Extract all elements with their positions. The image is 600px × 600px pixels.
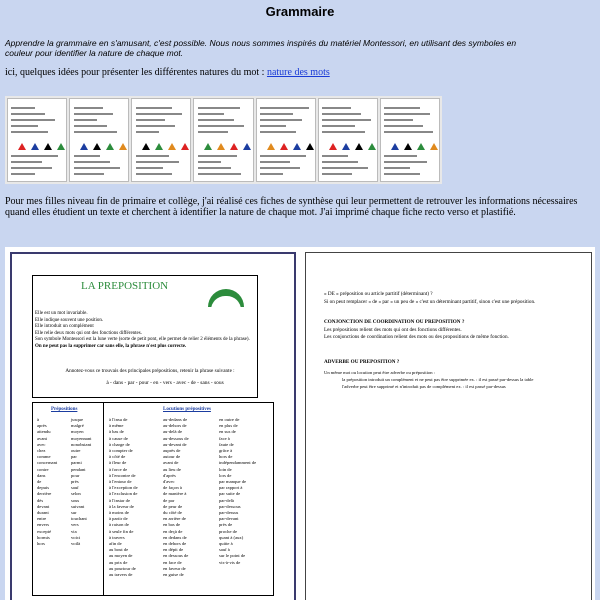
triangle-symbol-icon bbox=[404, 143, 412, 150]
rule-line: la préposition introduit un complément et ne peut pas être supprimée ex. : il est passé par-dessus la table bbox=[342, 377, 534, 382]
intro-text: Apprendre la grammaire en s'amusant, c'est possible. Nous nous sommes inspirés du matériel Montessori, en utilisant des symboles en couleur pour identifier la nature de chaque mot. bbox=[5, 38, 517, 58]
preposition-rules-sheet bbox=[305, 252, 592, 600]
thumbnail-text-line bbox=[74, 125, 107, 127]
def-line: On ne peut pas la supprimer car sans elle, la phrase n'est plus correcte. bbox=[35, 343, 187, 349]
thumbnail-text-line bbox=[384, 113, 429, 115]
thumbnail-3[interactable] bbox=[131, 98, 191, 182]
thumbnail-text-line bbox=[11, 173, 35, 175]
triangle-symbol-icon bbox=[368, 143, 376, 150]
thumbnail-text-line bbox=[74, 119, 97, 121]
thumbnail-text-line bbox=[384, 161, 426, 163]
thumbnail-text-line bbox=[74, 167, 121, 169]
thumbnail-text-line bbox=[384, 125, 423, 127]
table-column: au-dedans de au-dehors de au-delà de au-dessous de au-devant de auprès de autour de avant de au lieu de d'après d'avec de façon à de manière à de par de peur de du côté de en arrière de en bas de en deçà de en dedans de en dehors de en dépit de en dessous de en face de en faveur de en guise de bbox=[163, 417, 189, 578]
triangle-symbol-icon bbox=[18, 143, 26, 150]
preposition-title: LA PREPOSITION bbox=[81, 280, 169, 292]
ideas-prefix: ici, quelques idées pour présenter les différentes natures du mot : bbox=[5, 67, 267, 78]
rule-line: Les conjonctions de coordination relient des mots ou des propositions de même fonction. bbox=[324, 334, 509, 340]
preposition-list: à - dans - par - pour - en - vers - avec - de - sans - sous bbox=[106, 380, 224, 386]
triangle-symbol-icon bbox=[342, 143, 350, 150]
thumbnail-text-line bbox=[11, 125, 38, 127]
thumbnail-text-line bbox=[260, 113, 293, 115]
thumbnail-text-line bbox=[198, 119, 234, 121]
thumbnail-text-line bbox=[260, 107, 309, 109]
thumbnail-text-line bbox=[260, 161, 290, 163]
rule-line: Un même mot ou locution peut être adverbe ou préposition : bbox=[324, 370, 435, 375]
triangle-symbol-icon bbox=[155, 143, 163, 150]
thumbnail-7[interactable] bbox=[380, 98, 440, 182]
triangle-symbol-icon bbox=[355, 143, 363, 150]
thumbnail-text-line bbox=[260, 167, 300, 169]
rule-line: l'adverbe peut être supprimé et n'introduit pas de complément ex. : il est passé par-dessus bbox=[342, 384, 506, 389]
thumbnail-text-line bbox=[11, 107, 34, 109]
thumbnail-text-line bbox=[198, 161, 221, 163]
thumbnail-text-line bbox=[322, 173, 352, 175]
thumbnail-4[interactable] bbox=[193, 98, 253, 182]
thumbnail-text-line bbox=[136, 125, 176, 127]
thumbnail-text-line bbox=[322, 131, 364, 133]
triangle-symbol-icon bbox=[329, 143, 337, 150]
thumbnail-text-line bbox=[198, 125, 244, 127]
thumbnail-text-line bbox=[260, 125, 286, 127]
description-line-1: Pour mes filles niveau fin de primaire et collège, j'ai réalisé ces fiches de synthèse qui leur permettent de retrouver les informations nécessaires bbox=[5, 196, 578, 207]
triangle-symbol-icon bbox=[430, 143, 438, 150]
triangle-symbol-icon bbox=[44, 143, 52, 150]
thumbnail-2[interactable] bbox=[69, 98, 129, 182]
rule-line: Les prépositions relient des mots qui ont des fonctions différentes. bbox=[324, 327, 462, 333]
thumbnail-text-line bbox=[384, 131, 433, 133]
def-line: Elle relie deux mots qui ont des fonctions différentes. bbox=[35, 330, 142, 336]
thumbnail-text-line bbox=[198, 107, 240, 109]
thumbnail-text-line bbox=[384, 155, 417, 157]
thumbnail-text-line bbox=[384, 173, 420, 175]
preposition-definition-box bbox=[32, 275, 258, 398]
thumbnail-text-line bbox=[136, 113, 182, 115]
thumbnail-text-line bbox=[11, 167, 51, 169]
triangle-symbol-icon bbox=[204, 143, 212, 150]
thumbnail-text-line bbox=[322, 107, 351, 109]
thumbnail-text-line bbox=[74, 113, 114, 115]
thumbnail-strip bbox=[5, 96, 442, 184]
triangle-symbol-icon bbox=[280, 143, 288, 150]
page-title: Grammaire bbox=[265, 4, 335, 19]
table-column: à l'insu de à même à bas de à cause de à charge de à compter de à côté de à fleur de à force de à l'encontre de à l'entour de à l'exception de à l'exclusion de à l'instar de à la faveur de à moins de à partir de à raison de à seule fin de à travers afin de au bout de au moyen de au prix de au pourtour de au travers de bbox=[109, 417, 138, 578]
thumbnail-text-line bbox=[260, 173, 283, 175]
thumbnail-text-line bbox=[11, 131, 48, 133]
rule-line: Si on peut remplacer « de » par « un peu de » c'est un déterminant partitif, sinon c'est une préposition. bbox=[324, 299, 536, 305]
triangle-symbol-icon bbox=[293, 143, 301, 150]
thumbnail-text-line bbox=[136, 119, 166, 121]
thumbnail-text-line bbox=[198, 131, 228, 133]
thumbnail-text-line bbox=[322, 125, 355, 127]
description-paragraph bbox=[5, 196, 595, 218]
thumbnail-text-line bbox=[260, 155, 306, 157]
def-line: Son symbole Montessori est la lune verte (sorte de petit pont, elle permet de relier 2 éléments de la phrase). bbox=[35, 337, 250, 343]
ideas-line bbox=[5, 67, 330, 78]
thumbnail-text-line bbox=[74, 131, 117, 133]
thumbnail-text-line bbox=[198, 167, 231, 169]
thumbnail-text-line bbox=[11, 119, 54, 121]
thumbnail-text-line bbox=[136, 155, 169, 157]
thumbnail-text-line bbox=[198, 155, 238, 157]
thumbnail-text-line bbox=[74, 155, 101, 157]
thumbnail-text-line bbox=[384, 167, 410, 169]
def-line: Elle introduit un complément bbox=[35, 324, 94, 330]
nature-des-mots-link[interactable]: nature des mots bbox=[266, 67, 330, 78]
main-image-area bbox=[5, 247, 595, 600]
triangle-symbol-icon bbox=[181, 143, 189, 150]
thumbnail-text-line bbox=[136, 161, 179, 163]
thumbnail-text-line bbox=[260, 131, 296, 133]
preposition-sheet bbox=[10, 252, 296, 600]
thumbnail-text-line bbox=[198, 173, 241, 175]
preposition-table bbox=[32, 402, 274, 596]
triangle-symbol-icon bbox=[142, 143, 150, 150]
thumbnail-text-line bbox=[136, 167, 163, 169]
triangle-symbol-icon bbox=[57, 143, 65, 150]
triangle-symbol-icon bbox=[80, 143, 88, 150]
thumbnail-text-line bbox=[136, 107, 172, 109]
thumbnail-text-line bbox=[384, 107, 419, 109]
thumbnail-text-line bbox=[74, 173, 104, 175]
description-line-2: quand elles étudient un texte et cherchent à identifier la nature de chaque mot. J'ai imprimé chaque fiche recto verso et plastifié. bbox=[5, 207, 516, 218]
triangle-symbol-icon bbox=[391, 143, 399, 150]
triangle-symbol-icon bbox=[31, 143, 39, 150]
thumbnail-text-line bbox=[384, 119, 413, 121]
triangle-symbol-icon bbox=[417, 143, 425, 150]
triangle-symbol-icon bbox=[243, 143, 251, 150]
def-line: Elle est un mot invariable. bbox=[35, 311, 88, 316]
thumbnail-text-line bbox=[74, 107, 104, 109]
thumbnail-text-line bbox=[136, 131, 159, 133]
thumbnail-5[interactable] bbox=[256, 98, 316, 182]
table-header-prepositions: Prépositions bbox=[51, 407, 78, 412]
thumbnail-6[interactable] bbox=[318, 98, 378, 182]
triangle-symbol-icon bbox=[93, 143, 101, 150]
preposition-list-intro: Annotez-vous ce trouvais des principales prépositions, retenir la phrase suivante : bbox=[65, 368, 235, 374]
thumbnail-text-line bbox=[260, 119, 302, 121]
rule-heading: ADVERBE OU PREPOSITION ? bbox=[324, 359, 400, 365]
thumbnail-text-line bbox=[322, 161, 358, 163]
rule-heading: CONJONCTION DE COORDINATION OU PREPOSITION ? bbox=[324, 319, 465, 325]
table-column: jusque malgré moyen moyennant nonobstant outre par parmi pendant pour près sauf selon sous suivant sur touchant vers via voici voilà bbox=[71, 417, 92, 547]
triangle-symbol-icon bbox=[168, 143, 176, 150]
table-divider bbox=[103, 403, 104, 595]
triangle-symbol-icon bbox=[306, 143, 314, 150]
triangle-symbol-icon bbox=[119, 143, 127, 150]
thumbnail-text-line bbox=[11, 113, 44, 115]
thumbnail-text-line bbox=[322, 167, 368, 169]
rule-line: « DE » préposition ou article partitif (déterminant) ? bbox=[324, 291, 433, 297]
thumbnail-text-line bbox=[136, 173, 173, 175]
triangle-symbol-icon bbox=[267, 143, 275, 150]
preposition-definitions bbox=[35, 311, 255, 351]
thumbnail-text-line bbox=[11, 155, 58, 157]
table-column: en outre de en plus de en sus de face à faute de grâce à hors de indépendamment de loin de lors de par manque de par rapport à par suite de par-delà par-dessous par-dessus par-devant près de proche de quant à (aux) quitte à sauf à sur le point de vis-à-vis de bbox=[219, 417, 257, 565]
triangle-symbol-icon bbox=[106, 143, 114, 150]
def-line: Elle indique souvent une position. bbox=[35, 317, 104, 323]
thumbnail-text-line bbox=[198, 113, 224, 115]
triangle-symbol-icon bbox=[217, 143, 225, 150]
thumbnail-text-line bbox=[322, 155, 348, 157]
table-header-locutions: Locutions prépositives bbox=[163, 407, 211, 412]
thumbnail-text-line bbox=[11, 161, 41, 163]
triangle-symbol-icon bbox=[230, 143, 238, 150]
thumbnail-text-line bbox=[322, 119, 371, 121]
table-column: à après attendu avant avec chez comme concernant contre dans de depuis derrière dès devant durant entre envers excepté hormis hors bbox=[37, 417, 58, 547]
thumbnail-text-line bbox=[322, 113, 361, 115]
green-moon-icon bbox=[208, 289, 244, 307]
thumbnail-1[interactable] bbox=[7, 98, 67, 182]
thumbnail-text-line bbox=[74, 161, 111, 163]
